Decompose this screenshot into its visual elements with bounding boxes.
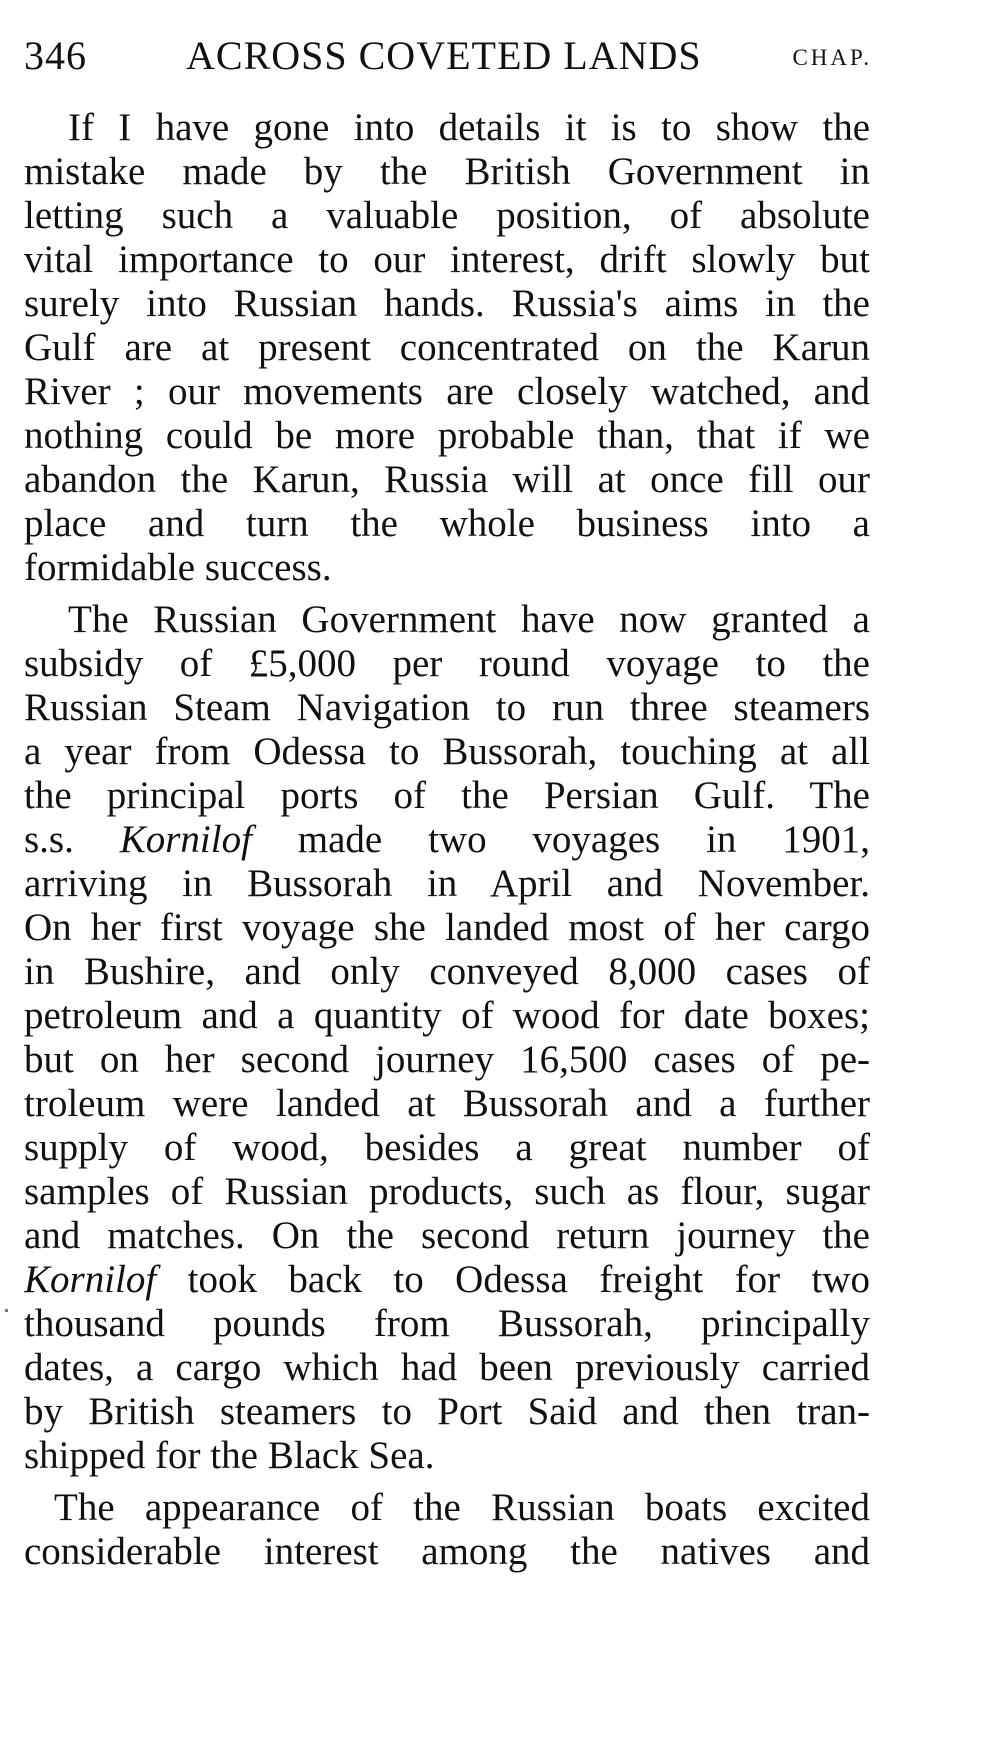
text-line: The Russian Government have now granted a	[68, 598, 870, 641]
text-line: nothing could be more probable than, that if we	[24, 414, 870, 457]
page-number: 346	[24, 33, 87, 78]
text-line: but on her second journey 16,500 cases of pe-	[24, 1038, 870, 1081]
running-title: ACROSS COVETED LANDS	[186, 33, 702, 78]
ss-prefix: s.s.	[24, 818, 74, 861]
text-line	[24, 818, 870, 862]
chapter-mark: CHAP.	[792, 45, 872, 70]
text-line: place and turn the whole business into a	[24, 502, 870, 545]
paragraph-spacer	[24, 590, 870, 598]
text-line: River ; our movements are closely watched, and	[24, 370, 870, 413]
ship-name: Kornilof	[119, 818, 252, 861]
text-line: in Bushire, and only conveyed 8,000 cases of	[24, 950, 870, 993]
body-text	[24, 106, 870, 1574]
ship-name: Kornilof	[24, 1258, 157, 1301]
text-line: abandon the Karun, Russia will at once fill our	[24, 458, 870, 501]
text-line: by British steamers to Port Said and then tran-	[24, 1390, 870, 1433]
text-line: shipped for the Black Sea.	[24, 1434, 435, 1477]
text-line: supply of wood, besides a great number of	[24, 1126, 870, 1169]
text-line: Russian Steam Navigation to run three steamers	[24, 686, 870, 729]
text-line: troleum were landed at Bussorah and a further	[24, 1082, 870, 1125]
text-line	[24, 1258, 870, 1302]
text-line: surely into Russian hands. Russia's aims in the	[24, 282, 870, 325]
text-line: On her first voyage she landed most of her cargo	[24, 906, 870, 949]
text-line: formidable success.	[24, 546, 332, 589]
text-line: the principal ports of the Persian Gulf. The	[24, 774, 870, 817]
text-line: thousand pounds from Bussorah, principally	[24, 1302, 870, 1345]
text-line: a year from Odessa to Bussorah, touching at all	[24, 730, 870, 773]
text-line: Gulf are at present concentrated on the Karun	[24, 326, 870, 369]
paragraph-spacer	[24, 1478, 870, 1486]
page-header	[24, 28, 872, 84]
text-line: vital importance to our interest, drift slowly but	[24, 238, 870, 281]
paragraph-2	[24, 598, 870, 1478]
line-remainder: took back to Odessa freight for two	[187, 1258, 870, 1301]
text-line: If I have gone into details it is to show the	[68, 106, 870, 149]
paragraph-1	[24, 106, 870, 590]
text-line: samples of Russian products, such as flour, sugar	[24, 1170, 870, 1213]
text-line: mistake made by the British Government in	[24, 150, 870, 193]
text-line: arriving in Bussorah in April and November.	[24, 862, 870, 905]
print-speck	[5, 1309, 8, 1312]
text-line: petroleum and a quantity of wood for date boxes;	[24, 994, 870, 1037]
text-line: letting such a valuable position, of absolute	[24, 194, 870, 237]
text-line: subsidy of £5,000 per round voyage to the	[24, 642, 870, 685]
paragraph-3	[24, 1486, 870, 1574]
text-line: dates, a cargo which had been previously carried	[24, 1346, 870, 1389]
line-remainder: made two voyages in 1901,	[297, 818, 870, 861]
text-line: considerable interest among the natives and	[24, 1530, 870, 1573]
text-line: and matches. On the second return journey the	[24, 1214, 870, 1257]
text-line: The appearance of the Russian boats excited	[54, 1486, 870, 1529]
